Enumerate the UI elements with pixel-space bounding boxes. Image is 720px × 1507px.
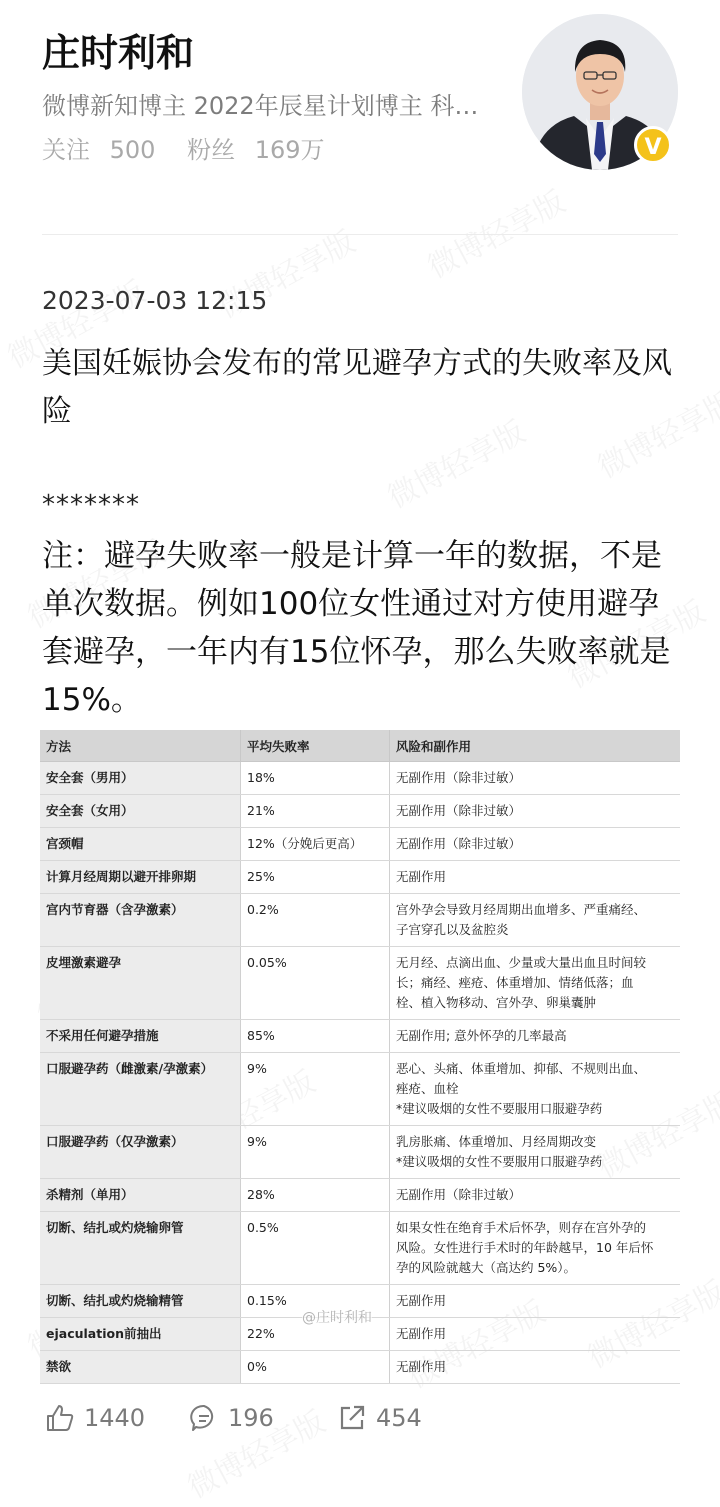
table-row — [40, 894, 680, 947]
follow-count: 500 — [109, 136, 156, 164]
verified-badge-icon: V — [634, 126, 672, 164]
risk-line: 恶心、头痛、体重增加、抑郁、不规则出血、 — [396, 1061, 647, 1076]
rate-cell: 9% — [241, 1126, 390, 1179]
method-cell: 切断、结扎或灼烧输卵管 — [40, 1212, 241, 1285]
risk-cell — [390, 828, 681, 861]
rate-cell: 21% — [241, 795, 390, 828]
risk-line: 痤疮、血栓 — [396, 1081, 459, 1096]
fans-label: 粉丝 — [187, 136, 236, 164]
risk-line: 如果女性在绝育手术后怀孕，则存在宫外孕的 — [396, 1220, 647, 1235]
risk-line: 无副作用 — [396, 1359, 447, 1374]
method-cell: 禁欲 — [40, 1351, 241, 1384]
fans-count: 169万 — [254, 136, 325, 164]
rate-cell: 0.5% — [241, 1212, 390, 1285]
risk-cell — [390, 1351, 681, 1384]
rate-cell: 0.05% — [241, 947, 390, 1020]
risk-line: 无副作用 — [396, 1326, 447, 1341]
method-cell: 切断、结扎或灼烧输精管 — [40, 1285, 241, 1318]
table-header-row — [40, 730, 680, 762]
post-note: 注：避孕失败率一般是计算一年的数据，不是单次数据。例如100位女性通过对方使用避孕套避孕，一年内有15位怀孕，那么失败率就是15%。 — [42, 538, 671, 718]
table-row — [40, 828, 680, 861]
risk-line: 乳房胀痛、体重增加、月经周期改变 — [396, 1134, 597, 1149]
table-row — [40, 861, 680, 894]
like-count: 1440 — [84, 1404, 146, 1432]
risk-line: 子宫穿孔以及盆腔炎 — [396, 922, 509, 937]
watermark-text — [418, 177, 571, 286]
rate-cell: 25% — [241, 861, 390, 894]
risk-cell — [390, 1212, 681, 1285]
risk-cell — [390, 1126, 681, 1179]
header-rate: 平均失败率 — [241, 730, 390, 762]
share-arrow-icon — [336, 1402, 368, 1434]
rate-cell: 0.2% — [241, 894, 390, 947]
risk-line: 无副作用 — [396, 869, 447, 884]
table-row — [40, 947, 680, 1020]
header-divider — [42, 234, 678, 235]
method-cell: 不采用任何避孕措施 — [40, 1020, 241, 1053]
table-row — [40, 795, 680, 828]
risk-cell — [390, 947, 681, 1020]
share-count: 454 — [376, 1404, 422, 1432]
risk-line: 无月经、点滴出血、少量或大量出血且时间较 — [396, 955, 647, 970]
table-row — [40, 1212, 680, 1285]
risk-line: 长；痛经、痤疮、体重增加、情绪低落；血 — [396, 975, 634, 990]
table-row — [40, 1126, 680, 1179]
header-method: 方法 — [40, 730, 241, 762]
risk-line: 无副作用（除非过敏） — [396, 836, 522, 851]
risk-cell — [390, 795, 681, 828]
table-row — [40, 1179, 680, 1212]
fans-stat[interactable] — [187, 136, 336, 164]
risk-cell — [390, 1318, 681, 1351]
method-cell: 宫内节育器（含孕激素） — [40, 894, 241, 947]
method-cell: 口服避孕药（雌激素/孕激素） — [40, 1053, 241, 1126]
risk-line: 栓、植入物移动、宫外孕、卵巢囊肿 — [396, 995, 597, 1010]
table-body — [40, 762, 680, 1384]
table-row — [40, 762, 680, 795]
post-separator: ******* — [42, 490, 140, 520]
risk-line: 无副作用; 意外怀孕的几率最高 — [396, 1028, 567, 1043]
table-row — [40, 1351, 680, 1384]
comment-button[interactable] — [188, 1398, 274, 1438]
header-risk: 风险和副作用 — [390, 730, 681, 762]
method-cell: ejaculation前抽出 — [40, 1318, 241, 1351]
follow-stats — [42, 130, 349, 165]
table-row — [40, 1020, 680, 1053]
risk-line: 无副作用 — [396, 1293, 447, 1308]
method-cell: 杀精剂（单用） — [40, 1179, 241, 1212]
rate-cell: 0% — [241, 1351, 390, 1384]
contraception-table[interactable] — [40, 730, 680, 1384]
rate-cell: 22% — [241, 1318, 390, 1351]
follow-stat[interactable] — [42, 136, 167, 164]
risk-cell — [390, 894, 681, 947]
method-cell: 安全套（男用） — [40, 762, 241, 795]
rate-cell: 85% — [241, 1020, 390, 1053]
risk-cell — [390, 1285, 681, 1318]
blogger-description: 微博新知博主 2022年辰星计划博主 科… — [42, 92, 479, 120]
risk-line: *建议吸烟的女性不要服用口服避孕药 — [396, 1101, 603, 1116]
post-timestamp: 2023-07-03 12:15 — [42, 286, 268, 315]
risk-line: 宫外孕会导致月经周期出血增多、严重痛经、 — [396, 902, 647, 917]
rate-cell: 12%（分娩后更高） — [241, 828, 390, 861]
method-cell: 安全套（女用） — [40, 795, 241, 828]
thumbs-up-icon — [44, 1402, 76, 1434]
follow-label: 关注 — [42, 136, 90, 164]
risk-cell — [390, 762, 681, 795]
table-row — [40, 1053, 680, 1126]
action-bar — [0, 1398, 720, 1438]
comment-count: 196 — [228, 1404, 274, 1432]
method-cell: 计算月经周期以避开排卵期 — [40, 861, 241, 894]
risk-cell — [390, 861, 681, 894]
rate-cell: 9% — [241, 1053, 390, 1126]
risk-cell — [390, 1179, 681, 1212]
risk-cell — [390, 1020, 681, 1053]
image-credit: @庄时利和 — [302, 1307, 372, 1327]
risk-line: *建议吸烟的女性不要服用口服避孕药 — [396, 1154, 603, 1169]
risk-line: 风险。女性进行手术时的年龄越早，10 年后怀 — [396, 1240, 654, 1255]
risk-line: 无副作用（除非过敏） — [396, 770, 522, 785]
risk-line: 孕的风险就越大（高达约 5%）。 — [396, 1260, 577, 1275]
rate-cell: 0.15% — [241, 1285, 390, 1318]
rate-cell: 18% — [241, 762, 390, 795]
blogger-name[interactable]: 庄时利和 — [42, 31, 195, 75]
method-cell: 宫颈帽 — [40, 828, 241, 861]
post-title: 美国妊娠协会发布的常见避孕方式的失败率及风险 — [42, 346, 672, 429]
share-button[interactable] — [336, 1398, 422, 1438]
risk-line: 无副作用（除非过敏） — [396, 1187, 522, 1202]
risk-cell — [390, 1053, 681, 1126]
like-button[interactable] — [44, 1398, 145, 1438]
method-cell: 口服避孕药（仅孕激素） — [40, 1126, 241, 1179]
comment-bubble-icon — [188, 1402, 220, 1434]
rate-cell: 28% — [241, 1179, 390, 1212]
method-cell: 皮埋激素避孕 — [40, 947, 241, 1020]
risk-line: 无副作用（除非过敏） — [396, 803, 522, 818]
